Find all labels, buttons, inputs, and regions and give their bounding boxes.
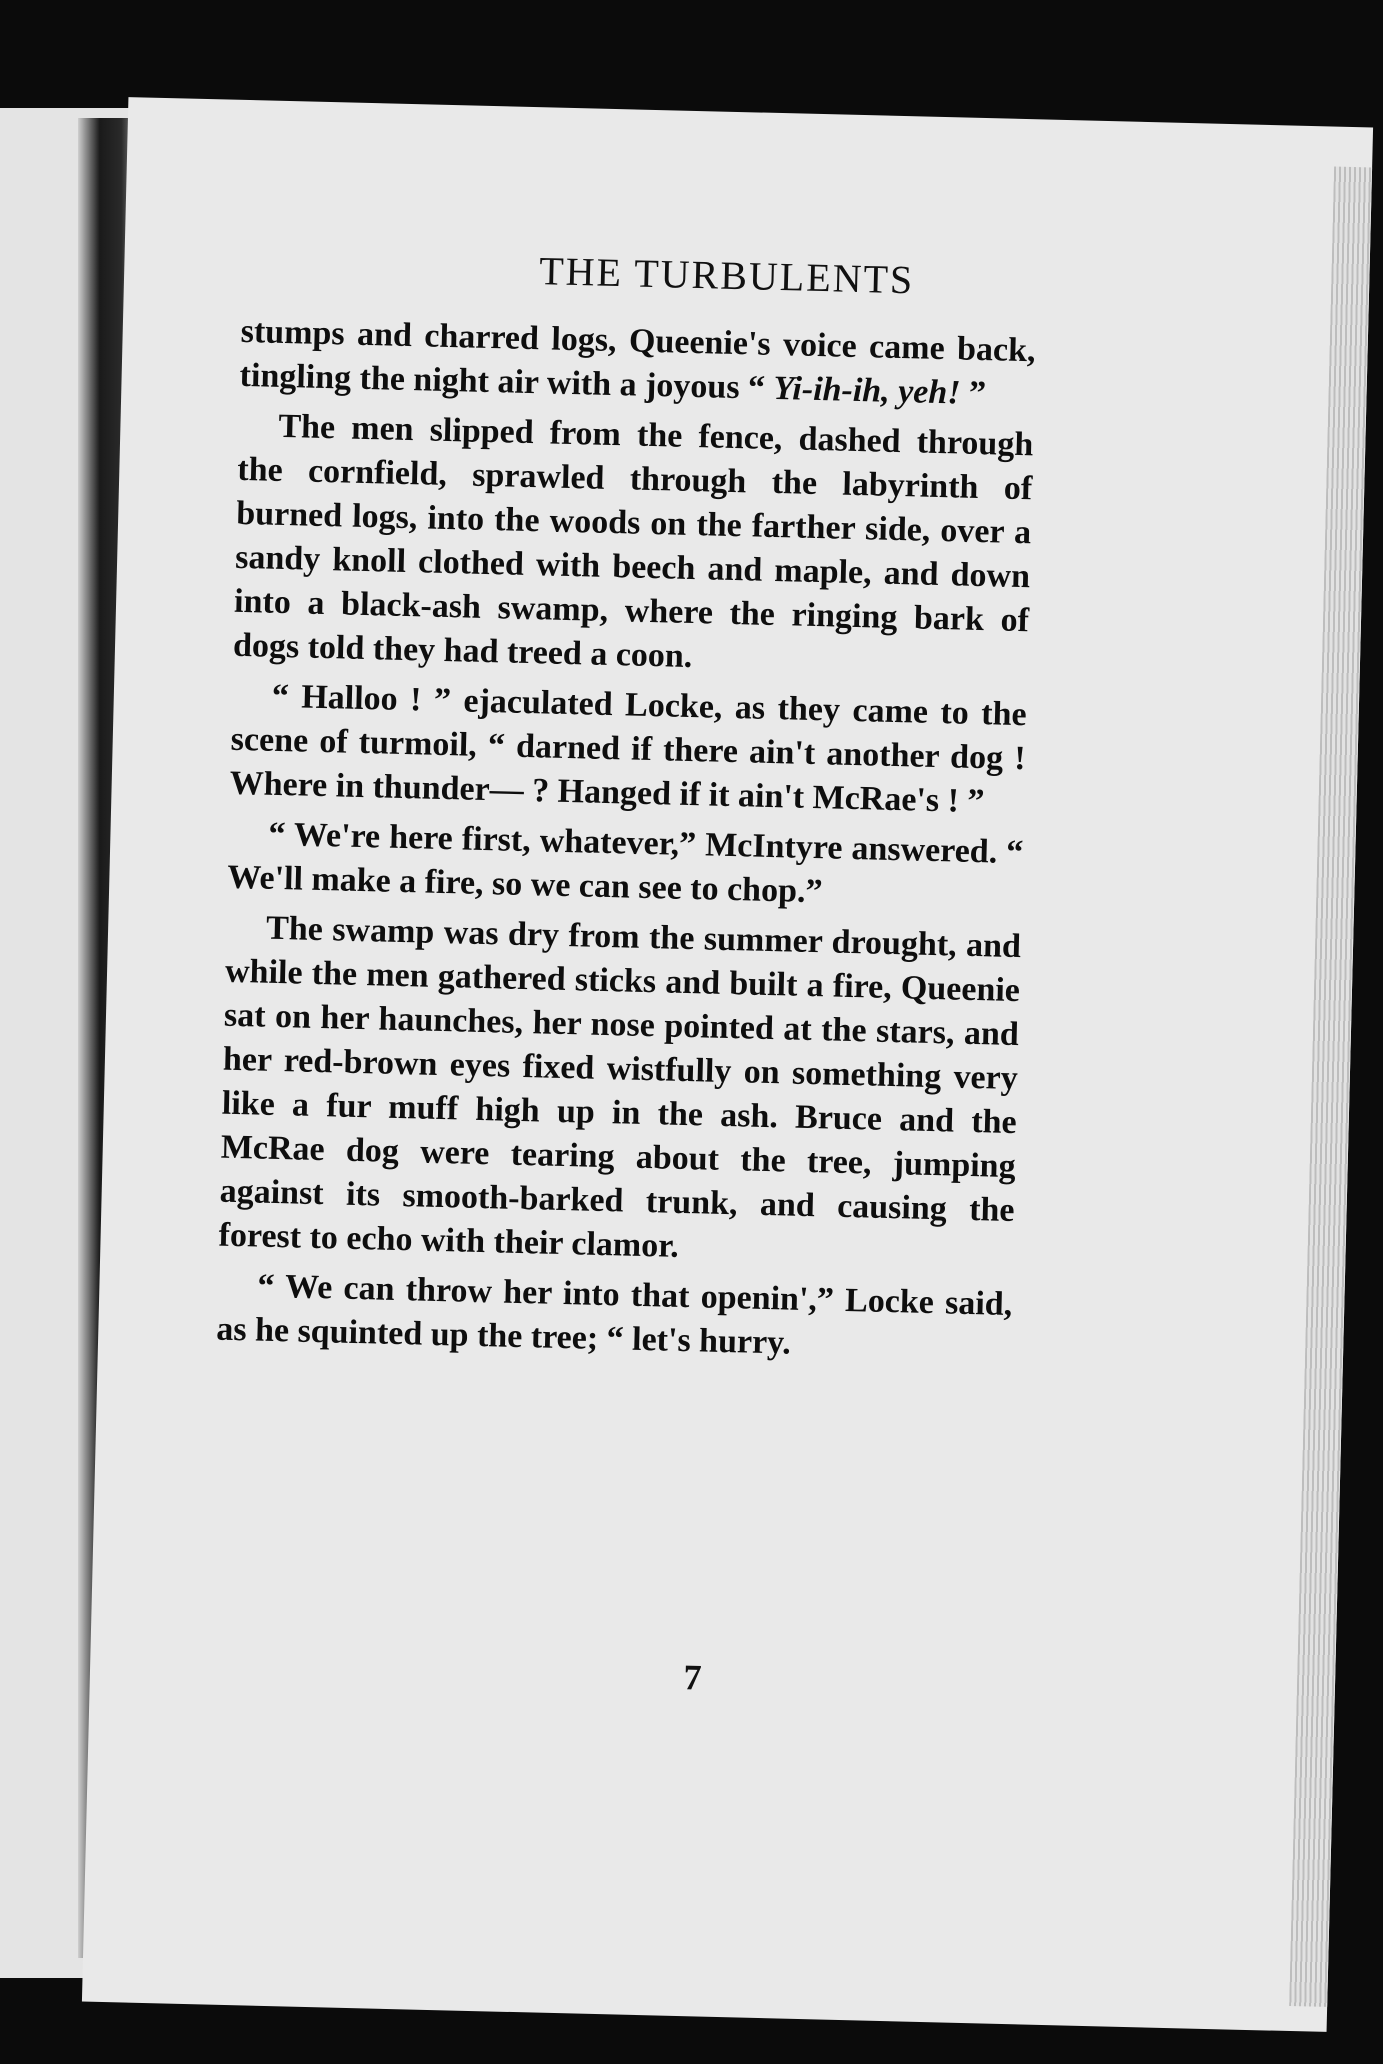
paragraph: The men slipped from the fence, dashed through the cornfield, sprawled through the labyrinth of burned logs, into the woods on the farther side, over a sandy knoll clothed with beech and maple, and down into a black-ash swamp, where the ringing bark of dogs told they had treed a coon. <box>232 407 1034 676</box>
page-number: 7 <box>683 1657 703 1698</box>
page-edge <box>1289 167 1372 2007</box>
paragraph: “ Halloo ! ” ejaculated Locke, as they came to the scene of turmoil, “ darned if there ain't another dog ! Where in thunder— ? Hanged if it ain't McRae's ! ” <box>229 677 1028 821</box>
paragraph: “ We're here first, whatever,” McIntyre answered. “ We'll make a fire, so we can see to chop.” <box>226 815 1024 911</box>
paragraph: The swamp was dry from the summer drought, and while the men gathered sticks and built a fire, Queenie sat on her haunches, her nose pointed at the stars, and her red-brown eyes fixed wistfully on something very like a fur muff high up in the ash. Bruce and the McRae dog were tearing about the tree, jumping against its smooth-barked trunk, and causing the forest to echo with their clamor. <box>218 909 1022 1265</box>
book-page <box>82 97 1373 2032</box>
body-text <box>216 310 1036 1377</box>
paragraph: “ We can throw her into that openin',” Locke said, as he squinted up the tree; “ let's hurry. <box>215 1267 1013 1362</box>
running-head: THE TURBULENTS <box>538 248 915 303</box>
paragraph: stumps and charred logs, Queenie's voice came back, tingling the night air with a joyous “ Yi-ih-ih, yeh! ” <box>239 312 1036 413</box>
